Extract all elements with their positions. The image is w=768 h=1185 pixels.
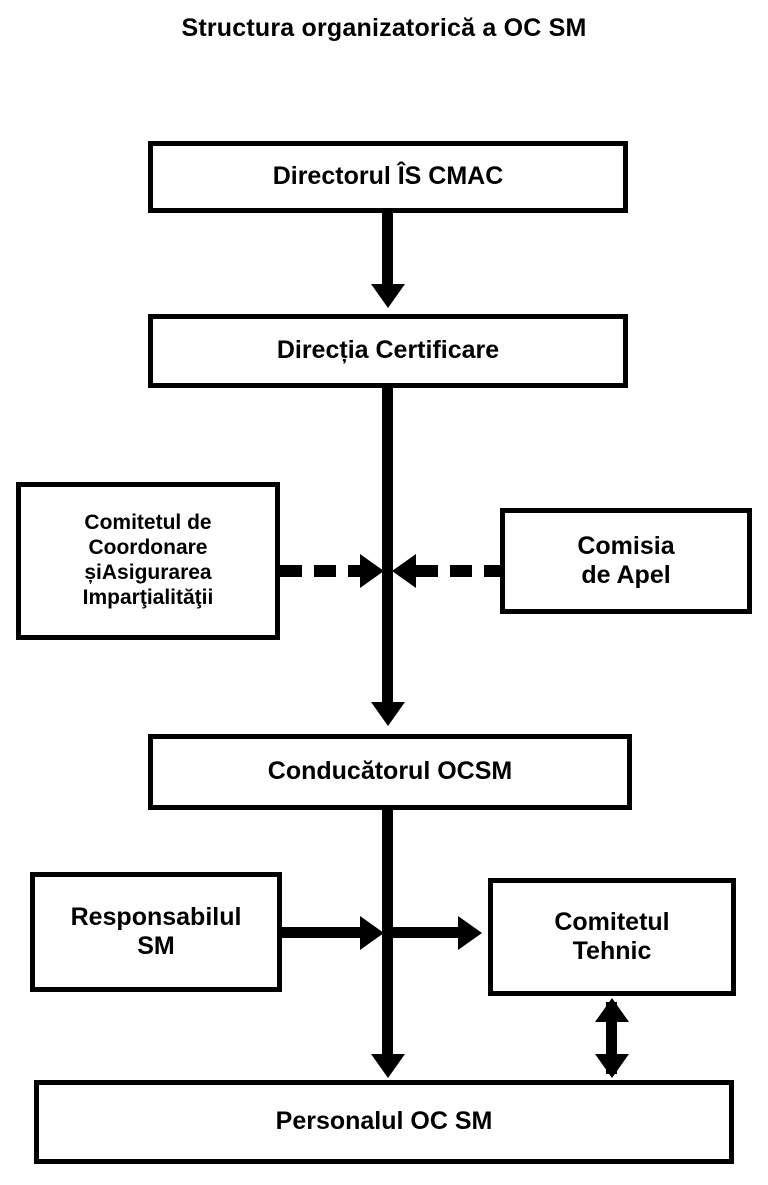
node-responsabil-sm-line2: SM <box>137 932 175 960</box>
connector-tehnic-personal-arrow-down <box>595 1054 629 1078</box>
node-comitet-tehnic-line1: Comitetul <box>554 907 670 936</box>
connector-responsabil-center-line <box>282 927 366 938</box>
node-conducator-ocsm-label: Conducătorul OCSM <box>267 757 513 786</box>
connector-apel-center-line <box>416 565 504 577</box>
connector-apel-center-arrow <box>392 554 416 588</box>
page-title: Structura organizatorică a OC SM <box>181 14 587 42</box>
node-director-label: Directorul ÎS CMAC <box>272 162 504 191</box>
connector-responsabil-center-arrow <box>360 916 384 950</box>
connector-coordonare-center-line <box>280 565 364 577</box>
node-comisia-apel-line2: de Apel <box>581 561 671 589</box>
node-responsabil-sm-line1: Responsabilul <box>70 902 242 931</box>
node-directia-certificare-label: Direcția Certificare <box>276 336 500 365</box>
node-comisia-apel-line1: Comisia <box>577 531 675 560</box>
connector-coordonare-center-arrow <box>360 554 384 588</box>
connector-center-tehnic-line <box>392 927 462 938</box>
connector-director-directia-line <box>382 213 393 288</box>
node-personal-ocsm <box>34 1080 734 1164</box>
node-directia-certificare <box>148 314 628 388</box>
node-conducator-ocsm <box>148 734 632 810</box>
node-responsabil-sm <box>30 872 282 992</box>
node-comitet-coordonare-line2: Coordonare <box>88 536 208 560</box>
node-personal-ocsm-label: Personalul OC SM <box>275 1107 493 1136</box>
connector-tehnic-personal-arrow-up <box>595 998 629 1022</box>
node-comitet-coordonare-line4: Imparţialităţii <box>82 585 214 609</box>
connector-center-tehnic-arrow <box>458 916 482 950</box>
connector-conducator-personal-arrow <box>371 1054 405 1078</box>
connector-directia-conducator-line <box>382 388 393 706</box>
node-comitet-tehnic <box>488 878 736 996</box>
node-comitet-tehnic-line2: Tehnic <box>572 937 652 965</box>
node-director <box>148 141 628 213</box>
node-comisia-apel <box>500 508 752 614</box>
node-comitet-coordonare <box>16 482 280 640</box>
connector-director-directia-arrow <box>371 284 405 308</box>
connector-directia-conducator-arrow <box>371 702 405 726</box>
node-comitet-coordonare-line1: Comitetul de <box>84 511 212 535</box>
node-comitet-coordonare-line3: șiAsigurarea <box>84 561 212 584</box>
